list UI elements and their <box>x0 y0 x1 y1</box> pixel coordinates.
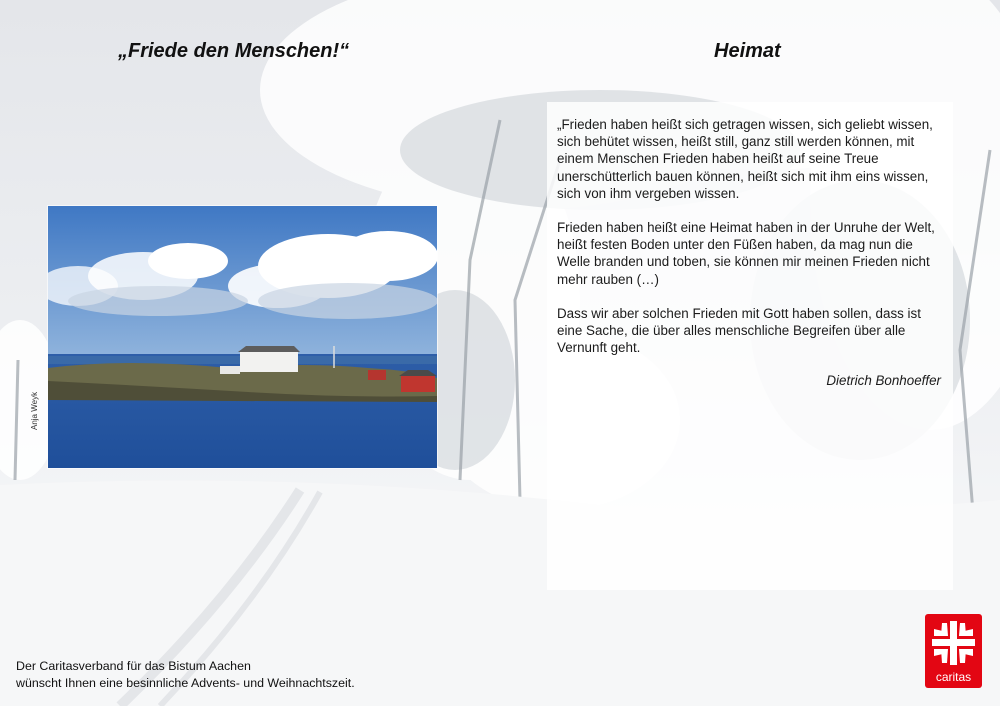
title-heimat: Heimat <box>714 40 781 62</box>
photo-credit: Anja Weyk <box>30 391 39 430</box>
poem-paragraph-3: Dass wir aber solchen Frieden mit Gott haben sollen, dass ist eine Sache, die über alles menschliche Begreifen über alle Vernunft geht. <box>557 305 921 356</box>
footer-greeting <box>16 658 355 692</box>
caritas-logo-text: caritas <box>935 670 972 684</box>
poem-paragraph-1: „Frieden haben heißt sich getragen wissen, sich geliebt wissen, sich behütet wissen, heißt still, ganz still werden können, mit einem Menschen Frieden haben heißt auf seine Treue unerschütterlich bauen können, heißt sich mit ihm eins wissen, sich von ihm vergeben wissen. <box>557 117 933 201</box>
poem-panel <box>547 102 953 590</box>
caritas-cross-icon <box>931 619 976 667</box>
footer-line-2: wünscht Ihnen eine besinnliche Advents- und Weihnachtszeit. <box>16 676 355 690</box>
island-photo <box>48 206 437 468</box>
poem-author: Dietrich Bonhoeffer <box>826 373 941 389</box>
poem-paragraph-2: Frieden haben heißt eine Heimat haben in der Unruhe der Welt, heißt festen Boden unter den Füßen haben, da mag nun die Welle branden und toben, sie können mir meinen Frieden nicht mehr rauben (…) <box>557 220 935 287</box>
caritas-logo <box>925 614 982 688</box>
title-friede: „Friede den Menschen!“ <box>118 40 350 62</box>
footer-line-1: Der Caritasverband für das Bistum Aachen <box>16 659 251 673</box>
